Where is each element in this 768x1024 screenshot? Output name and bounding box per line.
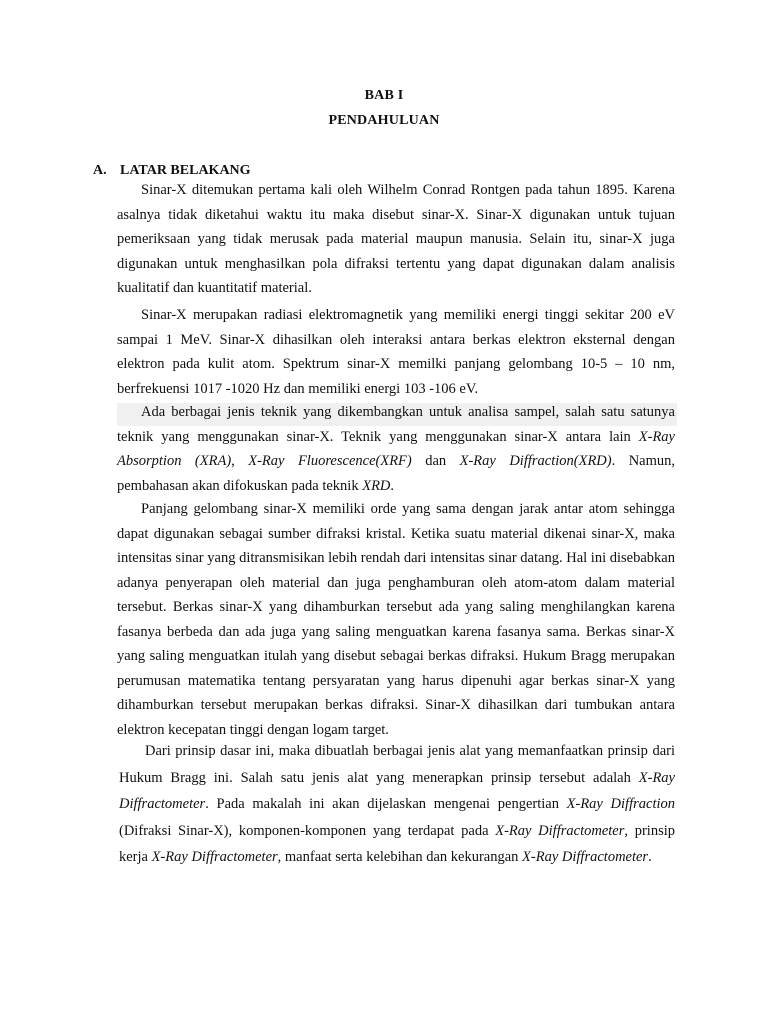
section-heading bbox=[93, 163, 251, 179]
p3-text-3: dan bbox=[411, 453, 460, 470]
p3-text-5: . bbox=[390, 477, 395, 494]
p5-italic-5: X-Ray Diffractometer bbox=[522, 849, 649, 865]
chapter-title: PENDAHULUAN bbox=[328, 113, 440, 128]
p3-text-1: Ada berbagai jenis teknik yang dikembangkan untuk analisa sampel, salah satu satunya teknik yang menggunakan sinar-X. Teknik yang menggunakan sinar-X antara lain bbox=[117, 404, 675, 445]
paragraph-1: Sinar-X ditemukan pertama kali oleh Wilhelm Conrad Rontgen pada tahun 1895. Karena asalnya tidak diketahui waktu itu maka disebut sinar-X. Sinar-X digunakan untuk tujuan pemeriksaan yang tidak merusak pada material maupun manusia. Selain itu, sinar-X juga digunakan untuk menghasilkan pola difraksi tertentu yang dapat digunakan dalam analisis kualitatif dan kuantitatif material. bbox=[117, 182, 675, 296]
p5-text-3: (Difraksi Sinar-X), komponen-komponen yang terdapat pada bbox=[119, 822, 496, 839]
p5-italic-1: X-Ray Diffractometer bbox=[119, 769, 675, 812]
p3-xrd-full-term: X-Ray Diffraction(XRD) bbox=[459, 453, 612, 470]
p5-text-5: , manfaat serta kelebihan dan kekurangan bbox=[277, 849, 523, 865]
p3-xrd-term: XRD bbox=[362, 477, 391, 494]
paragraph-2: Sinar-X merupakan radiasi elektromagnetik yang memiliki energi tinggi sekitar 200 eV sampai 1 MeV. Sinar-X dihasilkan oleh interaksi antara berkas elektron eksternal dengan elektron pada kulit atom. Spektrum sinar-X memilki panjang gelombang 10-5 – 10 nm, berfrekuensi 1017 -1020 Hz dan memiliki energi 103 -106 eV. bbox=[117, 307, 675, 397]
section-letter: A. bbox=[93, 163, 107, 178]
paragraph-5 bbox=[119, 738, 675, 871]
p5-text-1: Dari prinsip dasar ini, maka dibuatlah berbagai jenis alat yang memanfaatkan prinsip dari Hukum Bragg ini. Salah satu jenis alat yang menerapkan prinsip tersebut adalah bbox=[119, 743, 675, 786]
p5-italic-2: X-Ray Diffraction bbox=[566, 796, 675, 812]
paragraph-4: Panjang gelombang sinar-X memiliki orde yang sama dengan jarak antar atom sehingga dapat digunakan sebagai sumber difraksi kristal. Ketika suatu material dikenai sinar-X, maka intensitas sinar yang ditransmisikan lebih rendah dari intensitas sinar datang. Hal ini disebabkan adanya penyerapan oleh material dan juga penghamburan oleh atom-atom dalam material tersebut. Berkas sinar-X yang dihamburkan tersebut ada yang saling menghilangkan karena fasanya berbeda dan ada juga yang saling menguatkan karena fasanya sama. Berkas sinar-X yang saling menguatkan itulah yang disebut sebagai berkas difraksi. Hukum Bragg merupakan perumusan matematika tentang persyaratan yang harus dipenuhi agar berkas sinar-X yang dihamburkan tersebut merupakan berkas difraksi. Sinar-X dihasilkan dari tumbukan antara elektron kecepatan tinggi dengan logam target. bbox=[117, 501, 675, 738]
p3-text-2: , bbox=[231, 453, 249, 470]
chapter-number: BAB I bbox=[364, 88, 404, 103]
p5-text-6: . bbox=[648, 849, 652, 865]
p5-italic-3: X-Ray Diffractometer bbox=[495, 822, 625, 839]
p5-text-2: . Pada makalah ini akan dijelaskan mengenai pengertian bbox=[205, 796, 567, 812]
p5-text-4: , prinsip kerja bbox=[119, 822, 675, 865]
paragraph-3 bbox=[117, 400, 675, 498]
p3-xra-term: X-Ray Absorption (XRA) bbox=[117, 428, 675, 470]
p5-italic-4: X-Ray Diffractometer bbox=[151, 849, 278, 865]
p3-text-4: . Namun, pembahasan akan difokuskan pada teknik bbox=[117, 453, 676, 494]
p3-xrf-term: X-Ray Fluorescence(XRF) bbox=[248, 453, 412, 470]
section-title: LATAR BELAKANG bbox=[120, 163, 251, 178]
